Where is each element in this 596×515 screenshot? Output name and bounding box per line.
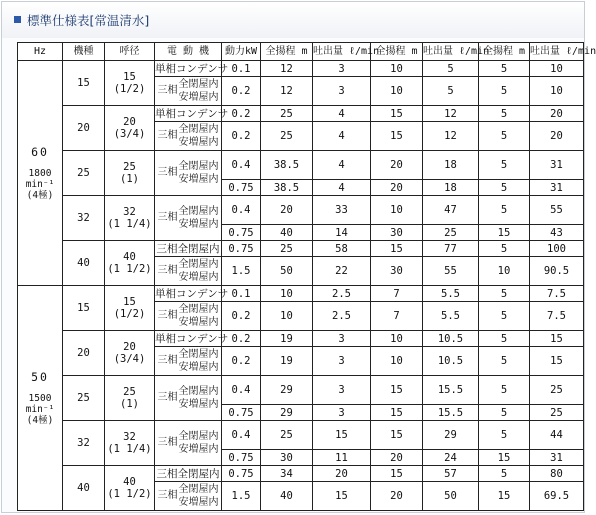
- motor-cell: [155, 151, 222, 196]
- head-2-value: 20: [371, 180, 423, 196]
- motor-cell: 単相コンデンサ: [155, 107, 229, 120]
- flow-3-value: 80: [530, 466, 584, 482]
- head-3-value: 5: [479, 196, 530, 225]
- head-2-value: 15: [371, 122, 423, 151]
- power-value: 1.5: [222, 257, 261, 286]
- motor-split: [155, 205, 221, 231]
- flow-3-value: 15: [530, 347, 584, 376]
- size-cell: [105, 376, 155, 421]
- flow-3-value: 10: [530, 61, 584, 77]
- model-cell: 32: [63, 421, 105, 466]
- table-row: [18, 241, 584, 257]
- motor-cell: 三相全閉屋内: [156, 242, 220, 255]
- title-bar: [2, 2, 584, 38]
- size-line: (1 1/4): [107, 218, 152, 230]
- power-value: 1.5: [222, 482, 261, 511]
- table-row: [18, 151, 584, 180]
- motor-safety-label: 安増屋内: [178, 317, 219, 328]
- header-head-1: 全揚程 m: [261, 43, 313, 61]
- head-1-value: 29: [261, 376, 313, 405]
- motor-three-label: 三相: [157, 85, 178, 96]
- speed-line: 1500: [28, 392, 52, 404]
- power-value: 0.75: [222, 241, 261, 257]
- flow-2-value: 77: [423, 241, 479, 257]
- size-line: 15: [123, 296, 136, 308]
- motor-cell: [155, 196, 222, 241]
- head-1-value: 40: [261, 482, 313, 511]
- power-value: 0.1: [222, 61, 261, 77]
- flow-2-value: 10.5: [423, 331, 479, 347]
- motor-cell: 単相コンデンサ: [155, 332, 229, 345]
- header-model: 機種: [63, 43, 105, 61]
- table-row: [18, 331, 584, 347]
- speed-line: (4極): [26, 414, 54, 426]
- size-cell: [105, 286, 155, 331]
- size-cell: [105, 106, 155, 151]
- size-cell: [105, 241, 155, 286]
- flow-1-value: 4: [313, 106, 371, 122]
- flow-1-value: 3: [313, 347, 371, 376]
- motor-types: [179, 430, 219, 456]
- head-1-value: 20: [261, 196, 313, 225]
- size-line: (1): [120, 398, 139, 410]
- header-size: 呼径: [105, 43, 155, 61]
- flow-1-value: 3: [313, 376, 371, 405]
- size-line: 40: [123, 476, 136, 488]
- model-cell: 25: [63, 376, 105, 421]
- flow-3-value: 25: [530, 376, 584, 405]
- table-row: [18, 286, 584, 302]
- flow-1-value: 15: [313, 421, 371, 450]
- power-value: 0.75: [222, 466, 261, 482]
- motor-safety-label: 安増屋内: [178, 137, 219, 148]
- header-hz: Hz: [18, 43, 63, 61]
- spec-table: [17, 42, 596, 511]
- flow-1-value: 4: [313, 180, 371, 196]
- head-1-value: 38.5: [261, 180, 313, 196]
- motor-types: [179, 78, 219, 104]
- motor-three-label: 三相: [157, 355, 178, 366]
- flow-3-value: 69.5: [530, 482, 584, 511]
- motor-enclosed-label: 全閉屋内: [178, 206, 219, 217]
- head-2-value: 15: [371, 106, 423, 122]
- model-cell: 15: [63, 286, 105, 331]
- size-cell: [105, 331, 155, 376]
- power-value: 0.2: [222, 122, 261, 151]
- flow-2-value: 24: [423, 450, 479, 466]
- size-line: 15: [123, 71, 136, 83]
- speed-line: min⁻¹: [25, 403, 55, 415]
- flow-2-value: 12: [423, 106, 479, 122]
- head-3-value: 15: [479, 225, 530, 241]
- motor-enclosed-label: 全閉屋内: [178, 386, 219, 397]
- flow-1-value: 2.5: [313, 302, 371, 331]
- motor-types: [179, 123, 219, 149]
- motor-three-label: 三相: [157, 212, 178, 223]
- power-value: 0.2: [222, 106, 261, 122]
- flow-3-value: 15: [530, 331, 584, 347]
- motor-split: [155, 385, 221, 411]
- spec-table-body: [18, 61, 584, 511]
- head-2-value: 20: [371, 450, 423, 466]
- flow-3-value: 43: [530, 225, 584, 241]
- head-2-value: 10: [371, 77, 423, 106]
- size-line: 40: [123, 251, 136, 263]
- head-3-value: 5: [479, 421, 530, 450]
- head-3-value: 5: [479, 180, 530, 196]
- header-motor: 電 動 機: [155, 43, 222, 61]
- motor-split: [155, 160, 221, 186]
- flow-1-value: 3: [313, 77, 371, 106]
- flow-2-value: 25: [423, 225, 479, 241]
- head-2-value: 10: [371, 331, 423, 347]
- head-1-value: 10: [261, 302, 313, 331]
- head-3-value: 5: [479, 122, 530, 151]
- flow-3-value: 25: [530, 405, 584, 421]
- head-2-value: 15: [371, 405, 423, 421]
- flow-2-value: 5.5: [423, 302, 479, 331]
- head-1-value: 19: [261, 331, 313, 347]
- motor-cell: [155, 257, 222, 286]
- size-cell: [105, 466, 155, 511]
- speed-line: 1800: [28, 167, 52, 179]
- motor-cell: 単相コンデンサ: [155, 287, 229, 300]
- motor-cell: 単相コンデンサ: [155, 62, 229, 75]
- motor-types: [179, 348, 219, 374]
- header-head-3: 全揚程 m: [479, 43, 530, 61]
- head-2-value: 20: [371, 482, 423, 511]
- flow-3-value: 55: [530, 196, 584, 225]
- flow-2-value: 15.5: [423, 405, 479, 421]
- motor-three-label: 三相: [157, 265, 178, 276]
- power-value: 0.2: [222, 331, 261, 347]
- size-line: (1/2): [113, 308, 146, 320]
- head-1-value: 10: [261, 286, 313, 302]
- motor-three-label: 三相: [157, 310, 178, 321]
- head-3-value: 5: [479, 466, 530, 482]
- table-row: [18, 466, 584, 482]
- model-cell: 40: [63, 466, 105, 511]
- flow-1-value: 3: [313, 331, 371, 347]
- size-line: 20: [123, 116, 136, 128]
- flow-2-value: 5: [423, 61, 479, 77]
- power-value: 0.75: [222, 180, 261, 196]
- motor-safety-label: 安増屋内: [178, 362, 219, 373]
- motor-enclosed-label: 全閉屋内: [178, 161, 219, 172]
- motor-safety-label: 安増屋内: [178, 174, 219, 185]
- size-line: (1): [120, 173, 139, 185]
- power-value: 0.4: [222, 421, 261, 450]
- head-3-value: 15: [479, 450, 530, 466]
- head-2-value: 30: [371, 225, 423, 241]
- head-3-value: 5: [479, 405, 530, 421]
- head-3-value: 5: [479, 347, 530, 376]
- header-flow-3: 吐出量 ℓ/min: [530, 43, 584, 61]
- size-cell: [105, 421, 155, 466]
- head-3-value: 5: [479, 77, 530, 106]
- head-2-value: 15: [371, 376, 423, 405]
- motor-safety-label: 安増屋内: [178, 399, 219, 410]
- flow-2-value: 5.5: [423, 286, 479, 302]
- head-2-value: 15: [371, 241, 423, 257]
- size-line: 25: [123, 386, 136, 398]
- head-2-value: 7: [371, 302, 423, 331]
- flow-2-value: 10.5: [423, 347, 479, 376]
- flow-2-value: 55: [423, 257, 479, 286]
- motor-split: [155, 258, 221, 284]
- flow-3-value: 100: [530, 241, 584, 257]
- table-row: [18, 61, 584, 77]
- head-2-value: 10: [371, 196, 423, 225]
- size-cell: [105, 61, 155, 106]
- flow-1-value: 3: [313, 61, 371, 77]
- power-value: 0.75: [222, 225, 261, 241]
- motor-cell: [155, 77, 222, 106]
- flow-1-value: 4: [313, 122, 371, 151]
- size-line: (3/4): [113, 128, 146, 140]
- flow-1-value: 22: [313, 257, 371, 286]
- head-1-value: 25: [261, 122, 313, 151]
- flow-3-value: 90.5: [530, 257, 584, 286]
- motor-types: [179, 258, 219, 284]
- flow-2-value: 50: [423, 482, 479, 511]
- flow-2-value: 15.5: [423, 376, 479, 405]
- motor-safety-label: 安増屋内: [178, 272, 219, 283]
- flow-1-value: 14: [313, 225, 371, 241]
- header-flow-1: 吐出量 ℓ/min: [313, 43, 371, 61]
- motor-types: [179, 483, 219, 509]
- size-cell: [105, 151, 155, 196]
- flow-1-value: 58: [313, 241, 371, 257]
- head-2-value: 15: [371, 466, 423, 482]
- head-1-value: 12: [261, 61, 313, 77]
- head-1-value: 25: [261, 241, 313, 257]
- motor-split: [155, 303, 221, 329]
- motor-safety-label: 安増屋内: [178, 497, 219, 508]
- size-line: (1 1/4): [107, 443, 152, 455]
- flow-2-value: 47: [423, 196, 479, 225]
- flow-3-value: 31: [530, 450, 584, 466]
- size-line: 32: [123, 206, 136, 218]
- flow-3-value: 20: [530, 106, 584, 122]
- flow-1-value: 15: [313, 482, 371, 511]
- header-flow-2: 吐出量 ℓ/min: [423, 43, 479, 61]
- head-3-value: 5: [479, 376, 530, 405]
- table-row: [18, 106, 584, 122]
- motor-split: [155, 78, 221, 104]
- power-value: 0.4: [222, 376, 261, 405]
- flow-3-value: 20: [530, 122, 584, 151]
- flow-3-value: 31: [530, 180, 584, 196]
- flow-1-value: 3: [313, 405, 371, 421]
- power-value: 0.2: [222, 77, 261, 106]
- power-value: 0.75: [222, 450, 261, 466]
- model-cell: 15: [63, 61, 105, 106]
- motor-enclosed-label: 全閉屋内: [178, 79, 219, 90]
- model-cell: 40: [63, 241, 105, 286]
- hz-cell: [18, 286, 63, 511]
- size-cell: [105, 196, 155, 241]
- size-line: (1/2): [113, 83, 146, 95]
- header-row: [18, 43, 584, 61]
- motor-three-label: 三相: [157, 167, 178, 178]
- flow-2-value: 12: [423, 122, 479, 151]
- power-value: 0.2: [222, 302, 261, 331]
- motor-types: [179, 160, 219, 186]
- head-1-value: 30: [261, 450, 313, 466]
- power-value: 0.4: [222, 151, 261, 180]
- head-2-value: 7: [371, 286, 423, 302]
- head-1-value: 25: [261, 421, 313, 450]
- head-1-value: 38.5: [261, 151, 313, 180]
- head-2-value: 30: [371, 257, 423, 286]
- flow-2-value: 29: [423, 421, 479, 450]
- motor-split: [155, 123, 221, 149]
- page-title: 標準仕様表[常温清水]: [27, 13, 150, 28]
- head-1-value: 40: [261, 225, 313, 241]
- table-row: [18, 421, 584, 450]
- motor-cell: [155, 347, 222, 376]
- flow-3-value: 10: [530, 77, 584, 106]
- size-line: 32: [123, 431, 136, 443]
- head-1-value: 12: [261, 77, 313, 106]
- head-3-value: 5: [479, 61, 530, 77]
- flow-2-value: 18: [423, 151, 479, 180]
- head-1-value: 25: [261, 106, 313, 122]
- hz-cell: [18, 61, 63, 286]
- motor-enclosed-label: 全閉屋内: [178, 349, 219, 360]
- hz-value: 60: [31, 144, 49, 159]
- size-line: 25: [123, 161, 136, 173]
- size-line: (1 1/2): [107, 488, 152, 500]
- head-3-value: 5: [479, 331, 530, 347]
- hz-value: 50: [31, 369, 49, 384]
- head-2-value: 10: [371, 347, 423, 376]
- flow-1-value: 2.5: [313, 286, 371, 302]
- motor-enclosed-label: 全閉屋内: [178, 304, 219, 315]
- table-row: [18, 376, 584, 405]
- motor-safety-label: 安増屋内: [178, 92, 219, 103]
- motor-three-label: 三相: [157, 130, 178, 141]
- motor-safety-label: 安増屋内: [178, 219, 219, 230]
- flow-3-value: 7.5: [530, 302, 584, 331]
- motor-enclosed-label: 全閉屋内: [178, 484, 219, 495]
- model-cell: 20: [63, 331, 105, 376]
- head-1-value: 50: [261, 257, 313, 286]
- motor-cell: [155, 302, 222, 331]
- motor-cell: [155, 421, 222, 466]
- flow-3-value: 44: [530, 421, 584, 450]
- motor-enclosed-label: 全閉屋内: [178, 259, 219, 270]
- flow-2-value: 57: [423, 466, 479, 482]
- head-3-value: 5: [479, 302, 530, 331]
- power-value: 0.4: [222, 196, 261, 225]
- motor-enclosed-label: 全閉屋内: [178, 431, 219, 442]
- size-line: 20: [123, 341, 136, 353]
- head-1-value: 19: [261, 347, 313, 376]
- motor-types: [179, 385, 219, 411]
- flow-1-value: 11: [313, 450, 371, 466]
- motor-split: [155, 483, 221, 509]
- motor-safety-label: 安増屋内: [178, 444, 219, 455]
- motor-three-label: 三相: [157, 392, 178, 403]
- motor-cell: [155, 122, 222, 151]
- model-cell: 32: [63, 196, 105, 241]
- model-cell: 25: [63, 151, 105, 196]
- head-3-value: 5: [479, 241, 530, 257]
- size-line: (3/4): [113, 353, 146, 365]
- flow-1-value: 20: [313, 466, 371, 482]
- head-3-value: 5: [479, 286, 530, 302]
- power-value: 0.2: [222, 347, 261, 376]
- table-row: [18, 196, 584, 225]
- motor-split: [155, 348, 221, 374]
- flow-2-value: 5: [423, 77, 479, 106]
- square-bullet-icon: [14, 16, 21, 23]
- motor-three-label: 三相: [157, 490, 178, 501]
- flow-1-value: 33: [313, 196, 371, 225]
- motor-enclosed-label: 全閉屋内: [178, 124, 219, 135]
- motor-three-label: 三相: [157, 437, 178, 448]
- head-3-value: 5: [479, 151, 530, 180]
- motor-cell: [155, 376, 222, 421]
- head-1-value: 29: [261, 405, 313, 421]
- head-3-value: 5: [479, 106, 530, 122]
- motor-types: [179, 303, 219, 329]
- motor-cell: [155, 482, 222, 511]
- model-cell: 20: [63, 106, 105, 151]
- power-value: 0.75: [222, 405, 261, 421]
- flow-3-value: 31: [530, 151, 584, 180]
- head-2-value: 20: [371, 151, 423, 180]
- flow-1-value: 4: [313, 151, 371, 180]
- size-line: (1 1/2): [107, 263, 152, 275]
- speed-line: (4極): [26, 189, 54, 201]
- motor-cell: 三相全閉屋内: [156, 467, 220, 480]
- header-head-2: 全揚程 m: [371, 43, 423, 61]
- head-2-value: 15: [371, 421, 423, 450]
- head-3-value: 15: [479, 482, 530, 511]
- header-power: 動力kW: [222, 43, 261, 61]
- flow-3-value: 7.5: [530, 286, 584, 302]
- head-1-value: 34: [261, 466, 313, 482]
- speed-line: min⁻¹: [25, 178, 55, 190]
- power-value: 0.1: [222, 286, 261, 302]
- flow-2-value: 18: [423, 180, 479, 196]
- head-2-value: 10: [371, 61, 423, 77]
- motor-split: [155, 430, 221, 456]
- head-3-value: 10: [479, 257, 530, 286]
- motor-types: [179, 205, 219, 231]
